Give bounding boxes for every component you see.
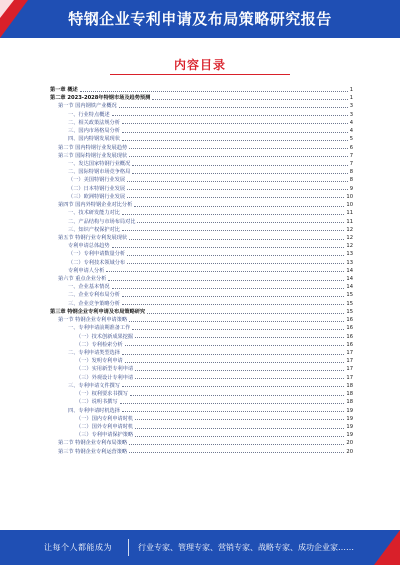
toc-leader-dots [137,222,344,223]
toc-entry[interactable] [50,341,353,349]
toc-entry-label: 第三章 特钢企业专利申请及布局策略研究 [50,308,146,315]
toc-entry-label: 一、行业特点概述 [68,111,110,118]
toc-entry-label: （三）专利申请保护策略 [76,432,134,439]
toc-entry-label: 专利申请总体趋势 [68,243,110,250]
toc-entry[interactable] [50,259,353,267]
toc-entry-label: 三、专利申请文件撰写 [68,382,120,389]
toc-entry[interactable] [50,242,353,250]
toc-page-number: 14 [346,284,353,291]
toc-page-number: 1 [349,95,353,102]
toc-entry[interactable] [50,333,353,341]
page-footer [0,530,400,565]
toc-leader-dots [106,271,344,272]
toc-page-number: 16 [346,325,353,332]
footer-tagline: 行业专家、管理专家、营销专家、战略专家、成功企业家…… [138,543,354,552]
toc-page-number: 18 [346,382,353,389]
toc-leader-dots [135,337,344,338]
toc-page-number: 16 [346,333,353,340]
toc-entry[interactable] [50,152,353,160]
toc-entry-label: 四、国内特钢发展现状 [68,136,120,143]
toc-entry-label: 三、国内市场格局分析 [68,128,120,135]
toc-entry-label: 第四节 国内外特钢企业对比分析 [58,202,133,209]
toc-entry-label: 第二节 国内特钢行业发展趋势 [58,144,128,151]
toc-leader-dots [129,452,344,453]
toc-leader-dots [122,354,345,355]
toc-page-number: 14 [346,267,353,274]
toc-entry-label: 第三节 特钢企业专利运营策略 [58,448,128,455]
toc-chapter-entry[interactable] [50,86,353,94]
toc-leader-dots [135,378,344,379]
toc-entry-label: （二）专利检索分析 [76,341,123,348]
toc-leader-dots [127,255,344,256]
toc-heading: 内容目录 [173,58,226,72]
toc-leader-dots [112,115,348,116]
toc-entry[interactable] [50,407,353,415]
toc-entry-label: 第五节 特钢行业专利发展现状 [58,234,128,241]
toc-entry[interactable] [50,324,353,332]
toc-entry[interactable] [50,316,353,324]
toc-leader-dots [129,239,344,240]
toc-leader-dots [132,165,347,166]
toc-entry[interactable] [50,168,353,176]
toc-page-number: 4 [349,119,353,126]
toc-entry[interactable] [50,160,353,168]
toc-entry[interactable] [50,349,353,357]
toc-leader-dots [122,230,345,231]
toc-page-number: 19 [346,415,353,422]
toc-page-number: 19 [346,407,353,414]
toc-leader-dots [134,206,344,207]
toc-leader-dots [135,428,344,429]
toc-entry-label: 第一节 特钢企业专利申请策略 [58,317,128,324]
toc-leader-dots [122,214,345,215]
toc-page-number: 15 [346,308,353,315]
toc-leader-dots [122,132,348,133]
toc-leader-dots [127,263,344,264]
toc-leader-dots [80,91,348,92]
footer-corner-decoration [374,530,400,565]
toc-page-number: 7 [349,152,353,159]
toc-entry[interactable] [50,300,353,308]
toc-entry-label: （一）权利要求书撰写 [76,391,128,398]
toc-entry-label: 四、专利申请时机选择 [68,407,120,414]
toc-entry-label: （二）实用新型专利申请 [76,366,134,373]
toc-entry-label: 第六节 重点企业分析 [58,276,107,283]
toc-entry[interactable] [50,415,353,423]
toc-leader-dots [122,304,345,305]
toc-entry-label: （一）国内专利申请时机 [76,415,134,422]
toc-chapter-entry[interactable] [50,94,353,102]
toc-chapter-entry[interactable] [50,308,353,316]
toc-page-number: 3 [349,111,353,118]
toc-leader-dots [122,386,345,387]
toc-entry-label: （二）国外专利申请时机 [76,423,134,430]
toc-page-number: 14 [346,276,353,283]
toc-entry-label: 二、国际特钢市场竞争格局 [68,169,131,176]
toc-entry-label: （三）欧洲特钢行业发展 [68,193,126,200]
toc-entry[interactable] [50,250,353,258]
toc-entry-label: 第二节 特钢企业专利布局策略 [58,440,128,447]
toc-heading-underline [110,74,290,75]
toc-leader-dots [129,321,344,322]
toc-page-number: 1 [349,87,353,93]
toc-page-number: 19 [346,432,353,439]
toc-leader-dots [130,395,345,396]
toc-entry[interactable] [50,448,353,456]
toc-entry[interactable] [50,283,353,291]
toc-leader-dots [147,313,344,314]
toc-page-number: 12 [346,234,353,241]
toc-leader-dots [135,370,344,371]
toc-entry[interactable] [50,185,353,193]
toc-entry[interactable] [50,439,353,447]
toc-page-number: 19 [346,423,353,430]
toc-entry-label: （二）专利技术领域分布 [68,259,126,266]
toc-entry[interactable] [50,423,353,431]
toc-leader-dots [112,247,345,248]
toc-entry[interactable] [50,291,353,299]
toc-leader-dots [135,436,344,437]
toc-entry-label: 第一节 国内钢铁产业概况 [58,103,117,110]
toc-entry[interactable] [50,102,353,110]
report-title: 特钢企业专利申请及布局策略研究报告 [68,10,332,28]
toc-entry-label: 二、专利申请类型选择 [68,350,120,356]
toc-leader-dots [122,296,345,297]
toc-leader-dots [122,140,348,141]
toc-entry[interactable] [50,374,353,382]
toc-entry-label: （二）日本特钢行业发展 [68,185,126,192]
toc-entry[interactable] [50,111,353,119]
toc-leader-dots [120,403,345,404]
toc-entry-label: 专利申请人分析 [68,267,105,274]
toc-entry-label: 第二章 2023-2028年特钢市场及趋势预测 [50,95,151,102]
toc-page-number: 6 [349,144,353,151]
toc-entry[interactable] [50,398,353,406]
toc-leader-dots [132,329,344,330]
toc-page-number: 4 [349,128,353,135]
toc-entry[interactable] [50,357,353,365]
toc-entry-label: （三）外观设计专利申请 [76,374,134,381]
toc-entry[interactable] [50,390,353,398]
toc-entry[interactable] [50,218,353,226]
toc-leader-dots [122,411,345,412]
toc-page-number: 3 [349,103,353,110]
toc-leader-dots [112,288,345,289]
toc-entry[interactable] [50,201,353,209]
toc-entry-label: （一）专利申请数量分析 [68,251,126,258]
toc-entry[interactable] [50,431,353,439]
toc-entry-label: 一、企业基本情况 [68,284,110,291]
toc-page-number: 17 [346,374,353,381]
toc-entry-label: 第三节 国际特钢行业发展现状 [58,152,128,159]
toc-page-number: 17 [346,366,353,373]
toc-page-number: 15 [346,300,353,307]
toc-entry-label: （一）美国特钢行业发展 [68,177,126,184]
toc-leader-dots [135,419,344,420]
toc-page-number: 16 [346,317,353,324]
toc-page-number: 11 [346,210,353,217]
toc-entry-label: （二）说明书撰写 [76,399,118,406]
toc-page-number: 20 [346,440,353,447]
footer-slogan: 让每个人都能成为 [44,543,112,552]
toc-page-number: 12 [346,226,353,233]
toc-entry-label: 二、产品结构与市场布局对比 [68,218,136,225]
toc-entry-label: 一、发达国家特钢行业概况 [68,160,131,167]
toc-leader-dots [108,280,344,281]
toc-entry[interactable] [50,127,353,135]
toc-entry[interactable] [50,365,353,373]
toc-entry[interactable] [50,234,353,242]
toc-page-number: 13 [346,251,353,258]
toc-page-number: 8 [349,177,353,184]
toc-entry-label: 第一章 概述 [50,87,78,93]
toc-page-number: 11 [346,218,353,225]
page-header [0,0,400,38]
toc-entry-label: （一）技术创新成果挖掘 [76,333,134,340]
table-of-contents [50,86,353,504]
toc-entry[interactable] [50,193,353,201]
toc-entry[interactable] [50,135,353,143]
toc-entry[interactable] [50,144,353,152]
toc-entry[interactable] [50,209,353,217]
toc-page-number: 20 [346,448,353,455]
toc-page-number: 13 [346,259,353,266]
toc-entry[interactable] [50,176,353,184]
toc-page-number: 10 [346,202,353,209]
toc-leader-dots [127,181,348,182]
toc-leader-dots [152,99,347,100]
toc-entry[interactable] [50,267,353,275]
toc-page-number: 18 [346,399,353,406]
toc-entry-label: 二、相关政策法规分析 [68,119,120,126]
toc-entry[interactable] [50,275,353,283]
toc-page-number: 15 [346,292,353,299]
toc-page-number: 18 [346,391,353,398]
toc-leader-dots [125,345,345,346]
toc-leader-dots [127,189,348,190]
toc-entry-label: 二、企业专利布局分析 [68,292,120,299]
toc-entry-label: 一、专利申请前期准备工作 [68,325,131,332]
toc-leader-dots [132,173,347,174]
toc-page-number: 9 [349,185,353,192]
toc-leader-dots [125,362,345,363]
toc-entry-label: 一、技术研发能力对比 [68,210,120,217]
toc-leader-dots [129,444,344,445]
toc-page-number: 17 [346,350,353,356]
toc-leader-dots [122,123,348,124]
footer-divider [128,539,129,556]
toc-entry[interactable] [50,382,353,390]
toc-page-number: 12 [346,243,353,250]
toc-page-number: 10 [346,193,353,200]
toc-entry-label: （一）发明专利申请 [76,358,123,365]
toc-page-number: 5 [349,136,353,143]
toc-leader-dots [119,107,348,108]
toc-entry-label: 三、知识产权保护对比 [68,226,120,233]
toc-page-number: 17 [346,358,353,365]
toc-entry[interactable] [50,226,353,234]
toc-entry[interactable] [50,119,353,127]
toc-leader-dots [129,148,348,149]
toc-page-number: 16 [346,341,353,348]
toc-leader-dots [127,197,344,198]
toc-page-number: 8 [349,169,353,176]
toc-page-number: 7 [349,160,353,167]
toc-entry-label: 三、企业竞争策略分析 [68,300,120,307]
toc-leader-dots [129,156,348,157]
